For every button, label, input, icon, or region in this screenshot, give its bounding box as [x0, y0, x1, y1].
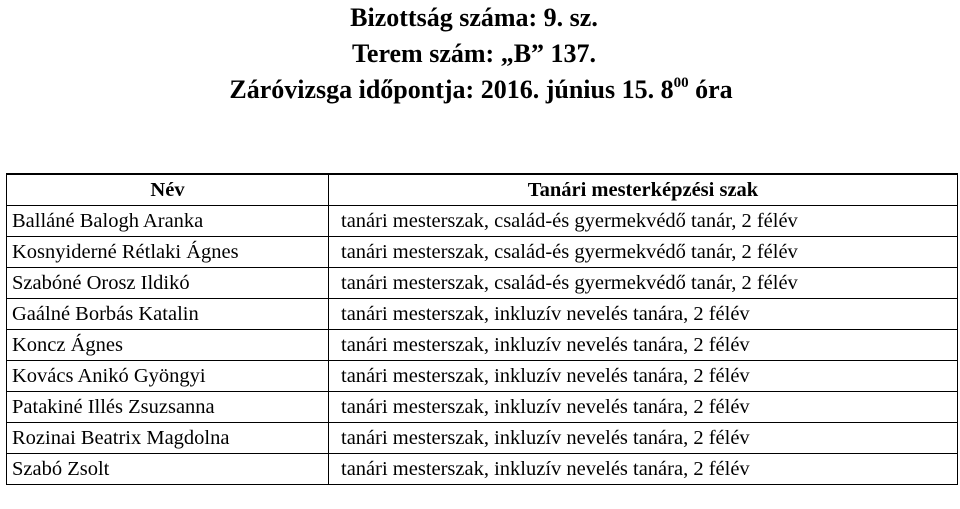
table-row	[7, 361, 958, 392]
table-row	[7, 423, 958, 454]
exam-minutes-superscript: 00	[673, 75, 689, 91]
table-row	[7, 206, 958, 237]
student-name: Patakiné Illés Zsuzsanna	[7, 392, 329, 423]
program-name: tanári mesterszak, inkluzív nevelés tanára, 2 félév	[329, 361, 958, 392]
program-name: tanári mesterszak, család-és gyermekvédő tanár, 2 félév	[329, 237, 958, 268]
table-row	[7, 392, 958, 423]
exam-time-suffix: óra	[688, 75, 733, 104]
table-body	[7, 206, 958, 485]
student-table	[6, 173, 958, 485]
program-name: tanári mesterszak, inkluzív nevelés tanára, 2 félév	[329, 423, 958, 454]
program-name: tanári mesterszak, inkluzív nevelés tanára, 2 félév	[329, 330, 958, 361]
student-name: Kosnyiderné Rétlaki Ágnes	[7, 237, 329, 268]
student-name: Rozinai Beatrix Magdolna	[7, 423, 329, 454]
room-number: Terem szám: „B” 137.	[351, 39, 597, 68]
document-header	[0, 0, 960, 108]
student-name: Szabó Zsolt	[7, 454, 329, 485]
column-header-program: Tanári mesterképzési szak	[329, 174, 958, 206]
student-name: Szabóné Orosz Ildikó	[7, 268, 329, 299]
exam-datetime	[2, 72, 960, 108]
table-row	[7, 237, 958, 268]
table-header-row	[7, 174, 958, 206]
student-name: Gaálné Borbás Katalin	[7, 299, 329, 330]
committee-number: Bizottság száma: 9. sz.	[350, 3, 598, 32]
program-name: tanári mesterszak, család-és gyermekvédő tanár, 2 félév	[329, 206, 958, 237]
table-row	[7, 268, 958, 299]
program-name: tanári mesterszak, inkluzív nevelés tanára, 2 félév	[329, 454, 958, 485]
student-name: Balláné Balogh Aranka	[7, 206, 329, 237]
program-name: tanári mesterszak, család-és gyermekvédő tanár, 2 félév	[329, 268, 958, 299]
table-row	[7, 454, 958, 485]
program-name: tanári mesterszak, inkluzív nevelés tanára, 2 félév	[329, 299, 958, 330]
student-name: Koncz Ágnes	[7, 330, 329, 361]
exam-date: Záróvizsga időpontja: 2016. június 15. 8	[229, 75, 674, 104]
table-row	[7, 330, 958, 361]
column-header-name: Név	[7, 174, 329, 206]
program-name: tanári mesterszak, inkluzív nevelés tanára, 2 félév	[329, 392, 958, 423]
student-name: Kovács Anikó Gyöngyi	[7, 361, 329, 392]
table-row	[7, 299, 958, 330]
